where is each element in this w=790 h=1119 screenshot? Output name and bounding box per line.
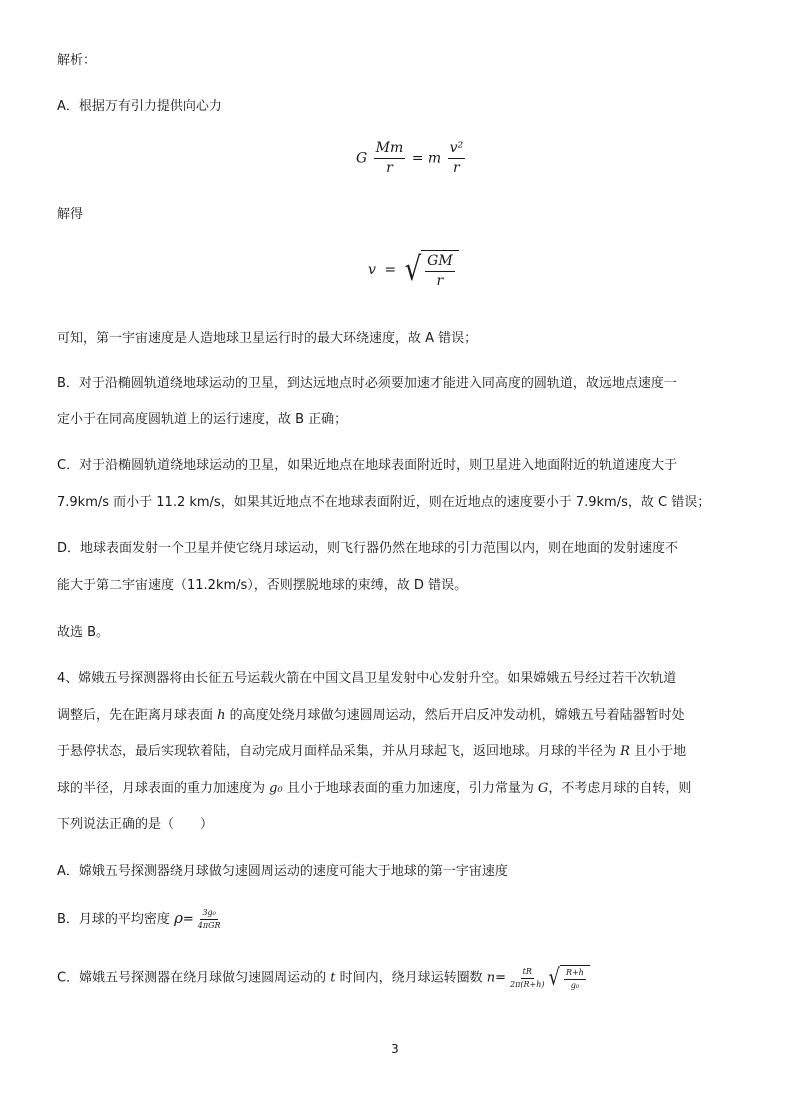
option-d-line1: D．地球表面发射一个卫星并使它绕月球运动，则飞行器仍然在地球的引力范围以内，则在地面的发射速度不 <box>57 541 679 556</box>
fraction-numerator: tR <box>521 967 534 979</box>
fraction-gm-r <box>425 253 455 290</box>
option-c-line2: 7.9km/s 而小于 11.2 km/s，如果其近地点不在地球表面附近，则在近地点的速度要小于 7.9km/s，故 C 错误； <box>57 495 711 510</box>
fraction-denominator: g₀ <box>570 981 580 990</box>
variable-g0: g₀ <box>269 781 283 796</box>
fraction-numerator: 3g₀ <box>200 908 217 920</box>
choice-c-text: C．嫦娥五号探测器在绕月球做匀速圆周运动的 <box>57 970 331 986</box>
equation-gravity <box>356 140 467 177</box>
question4-line5: 下列说法正确的是（ ） <box>57 817 214 832</box>
variable-n: n <box>486 970 496 986</box>
text: 且小于地球表面的重力加速度，引力常量为 <box>282 781 538 796</box>
eq-equals: = <box>495 970 506 986</box>
choice-c-text: 时间内，绕月球运转圈数 <box>335 970 487 986</box>
fraction-numerator: v² <box>448 140 466 159</box>
variable-g: G <box>537 781 549 796</box>
page-number: 3 <box>391 1042 399 1056</box>
solve-label: 解得 <box>57 207 84 222</box>
eq-equals: = <box>182 912 194 927</box>
fraction-denominator: 2π(R+h) <box>510 979 545 989</box>
option-a-intro: A．根据万有引力提供向心力 <box>57 99 222 114</box>
analysis-label: 解析： <box>57 53 97 68</box>
text: 的高度处绕月球做匀速圆周运动，然后开启反冲发动机，嫦娥五号着陆器暂时处 <box>225 708 685 723</box>
question4-line2 <box>57 707 685 725</box>
eq-equals: = <box>411 150 424 167</box>
variable-r: R <box>620 744 630 759</box>
answer: 故选 B。 <box>57 625 110 640</box>
option-d-line2: 能大于第二宇宙速度（11.2km/s），否则摆脱地球的束缚，故 D 错误。 <box>57 578 468 593</box>
fraction-v2-r <box>448 140 466 177</box>
question4-line3 <box>57 743 686 761</box>
equation-velocity <box>368 250 459 290</box>
fraction-denominator: r <box>386 160 393 176</box>
text: 于悬停状态，最后实现软着陆，自动完成月面样品采集，并从月球起飞，返回地球。月球的半径为 <box>57 744 621 759</box>
fraction-mm-r <box>374 140 406 177</box>
variable-h: h <box>217 708 226 723</box>
question4-line4 <box>57 780 691 798</box>
fraction-numerator: GM <box>425 253 455 272</box>
radical-sign-icon: √ <box>404 251 422 289</box>
text: 球的半径，月球表面的重力加速度为 <box>57 781 270 796</box>
eq-equals: = <box>384 262 397 278</box>
square-root <box>548 965 589 991</box>
fraction-numerator: Mm <box>374 140 406 159</box>
fraction-denominator: r <box>436 273 444 289</box>
choice-b-text: B．月球的平均密度 <box>57 912 175 927</box>
eq-m: m <box>427 150 442 167</box>
eq-g: G <box>356 150 368 167</box>
fraction-numerator: R+h <box>564 968 586 980</box>
choice-c <box>57 965 590 991</box>
choice-b <box>57 908 225 931</box>
option-b-line2: 定小于在同高度圆轨道上的运行速度，故 B 正确； <box>57 412 348 427</box>
square-root <box>405 250 459 290</box>
text: 调整后，先在距离月球表面 <box>57 708 218 723</box>
option-b-line1: B．对于沿椭圆轨道绕地球运动的卫星，到达远地点时必须要加速才能进入同高度的圆轨道，故远地点速度一 <box>57 376 677 391</box>
variable-rho: ρ <box>174 909 183 927</box>
fraction-root <box>564 968 586 991</box>
option-a-conclusion: 可知，第一宇宙速度是人造地球卫星运行时的最大环绕速度，故 A 错误； <box>57 331 478 346</box>
fraction-density <box>196 908 223 931</box>
choice-a: A．嫦娥五号探测器绕月球做匀速圆周运动的速度可能大于地球的第一宇宙速度 <box>57 864 508 879</box>
option-c-line1: C．对于沿椭圆轨道绕地球运动的卫星，如果近地点在地球表面附近时，则卫星进入地面附近的轨道速度大于 <box>57 458 678 473</box>
text: ，不考虑月球的自转，则 <box>548 781 692 796</box>
text: 且小于地 <box>629 744 687 759</box>
eq-v: v <box>368 262 376 278</box>
question4-line1: 4、嫦娥五号探测器将由长征五号运载火箭在中国文昌卫星发射中心发射升空。如果嫦娥五号经过若干次轨道 <box>57 671 677 686</box>
fraction-denominator: 4πGR <box>197 921 221 930</box>
fraction-denominator: r <box>453 160 460 176</box>
fraction-revolutions <box>508 967 546 990</box>
radical-sign-icon: √ <box>548 964 560 991</box>
variable-t: t <box>330 970 336 986</box>
